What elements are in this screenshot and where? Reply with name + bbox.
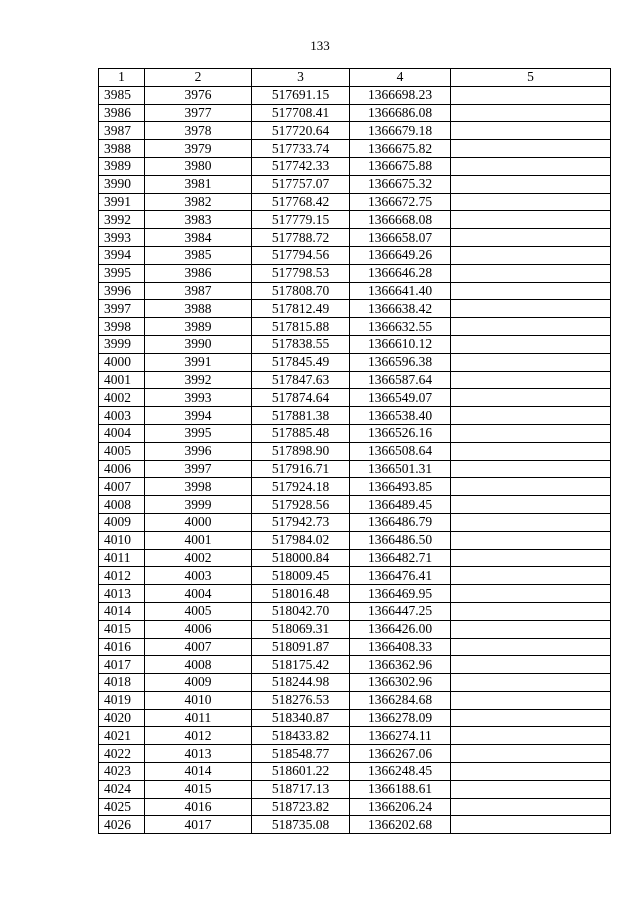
table-cell-col-4: 1366206.24 xyxy=(350,798,451,816)
table-cell-col-5 xyxy=(451,122,611,140)
table-cell-col-5 xyxy=(451,780,611,798)
table-cell-col-2: 4003 xyxy=(145,567,252,585)
table-row xyxy=(99,300,611,318)
table-cell-col-2: 3992 xyxy=(145,371,252,389)
table-cell-col-5 xyxy=(451,442,611,460)
table-cell-col-3: 517708.41 xyxy=(252,104,350,122)
table-cell-col-4: 1366638.42 xyxy=(350,300,451,318)
table-cell-col-2: 4010 xyxy=(145,691,252,709)
header-col-3: 3 xyxy=(252,69,350,87)
table-cell-col-5 xyxy=(451,371,611,389)
table-cell-col-5 xyxy=(451,549,611,567)
table-cell-col-4: 1366646.28 xyxy=(350,264,451,282)
table-cell-col-5 xyxy=(451,211,611,229)
table-cell-col-4: 1366447.25 xyxy=(350,602,451,620)
table-row xyxy=(99,389,611,407)
table-cell-col-5 xyxy=(451,585,611,603)
table-cell-col-3: 517720.64 xyxy=(252,122,350,140)
table-cell-col-3: 517812.49 xyxy=(252,300,350,318)
table-cell-col-2: 3982 xyxy=(145,193,252,211)
table-cell-col-2: 3976 xyxy=(145,86,252,104)
table-row xyxy=(99,816,611,834)
table-cell-col-4: 1366476.41 xyxy=(350,567,451,585)
table-cell-col-2: 3980 xyxy=(145,157,252,175)
table-cell-col-2: 4016 xyxy=(145,798,252,816)
table-cell-col-2: 3988 xyxy=(145,300,252,318)
table-cell-col-5 xyxy=(451,407,611,425)
table-cell-col-3: 517788.72 xyxy=(252,229,350,247)
table-cell-col-5 xyxy=(451,246,611,264)
table-cell-col-5 xyxy=(451,709,611,727)
table-cell-col-3: 517845.49 xyxy=(252,353,350,371)
table-cell-col-4: 1366284.68 xyxy=(350,691,451,709)
table-cell-col-4: 1366675.82 xyxy=(350,140,451,158)
table-header xyxy=(99,69,611,87)
table-cell-col-1: 4010 xyxy=(99,531,145,549)
table-cell-col-3: 517691.15 xyxy=(252,86,350,104)
table-row xyxy=(99,602,611,620)
table-row xyxy=(99,478,611,496)
table-cell-col-3: 517815.88 xyxy=(252,318,350,336)
table-cell-col-5 xyxy=(451,674,611,692)
table-cell-col-5 xyxy=(451,567,611,585)
table-cell-col-1: 4013 xyxy=(99,585,145,603)
table-row xyxy=(99,318,611,336)
table-cell-col-4: 1366632.55 xyxy=(350,318,451,336)
table-cell-col-4: 1366302.96 xyxy=(350,674,451,692)
table-cell-col-2: 4006 xyxy=(145,620,252,638)
table-cell-col-1: 3991 xyxy=(99,193,145,211)
table-row xyxy=(99,585,611,603)
table-cell-col-3: 518601.22 xyxy=(252,763,350,781)
table-cell-col-4: 1366672.75 xyxy=(350,193,451,211)
table-cell-col-1: 4006 xyxy=(99,460,145,478)
table-cell-col-3: 518433.82 xyxy=(252,727,350,745)
table-cell-col-1: 4015 xyxy=(99,620,145,638)
table-cell-col-1: 3995 xyxy=(99,264,145,282)
header-col-4: 4 xyxy=(350,69,451,87)
table-row xyxy=(99,780,611,798)
table-cell-col-1: 4018 xyxy=(99,674,145,692)
table-cell-col-3: 517916.71 xyxy=(252,460,350,478)
table-cell-col-3: 518042.70 xyxy=(252,602,350,620)
table-row xyxy=(99,638,611,656)
table-cell-col-4: 1366362.96 xyxy=(350,656,451,674)
table-row xyxy=(99,513,611,531)
table-cell-col-3: 518276.53 xyxy=(252,691,350,709)
table-cell-col-4: 1366686.08 xyxy=(350,104,451,122)
table-row xyxy=(99,496,611,514)
table-cell-col-3: 517798.53 xyxy=(252,264,350,282)
table-cell-col-5 xyxy=(451,798,611,816)
table-cell-col-1: 4000 xyxy=(99,353,145,371)
table-cell-col-5 xyxy=(451,620,611,638)
table-cell-col-4: 1366596.38 xyxy=(350,353,451,371)
table-cell-col-2: 3993 xyxy=(145,389,252,407)
table-cell-col-1: 4017 xyxy=(99,656,145,674)
table-row xyxy=(99,709,611,727)
table-cell-col-1: 4003 xyxy=(99,407,145,425)
table-cell-col-1: 3990 xyxy=(99,175,145,193)
coordinates-table xyxy=(98,68,611,834)
table-cell-col-4: 1366278.09 xyxy=(350,709,451,727)
table-cell-col-5 xyxy=(451,478,611,496)
header-col-2: 2 xyxy=(145,69,252,87)
table-row xyxy=(99,246,611,264)
table-cell-col-1: 3992 xyxy=(99,211,145,229)
table-cell-col-4: 1366658.07 xyxy=(350,229,451,247)
table-row xyxy=(99,567,611,585)
table-row xyxy=(99,264,611,282)
table-cell-col-3: 517885.48 xyxy=(252,424,350,442)
table-cell-col-2: 4012 xyxy=(145,727,252,745)
header-col-5: 5 xyxy=(451,69,611,87)
table-cell-col-3: 517881.38 xyxy=(252,407,350,425)
table-cell-col-1: 4009 xyxy=(99,513,145,531)
table-cell-col-4: 1366489.45 xyxy=(350,496,451,514)
table-cell-col-3: 517757.07 xyxy=(252,175,350,193)
table-cell-col-2: 3996 xyxy=(145,442,252,460)
table-cell-col-5 xyxy=(451,602,611,620)
table-cell-col-2: 3983 xyxy=(145,211,252,229)
table-cell-col-1: 3985 xyxy=(99,86,145,104)
table-cell-col-5 xyxy=(451,157,611,175)
table-cell-col-5 xyxy=(451,496,611,514)
table-cell-col-2: 3979 xyxy=(145,140,252,158)
table-cell-col-1: 4005 xyxy=(99,442,145,460)
table-cell-col-1: 4004 xyxy=(99,424,145,442)
table-row xyxy=(99,691,611,709)
table-cell-col-4: 1366641.40 xyxy=(350,282,451,300)
table-cell-col-3: 517779.15 xyxy=(252,211,350,229)
table-cell-col-1: 3988 xyxy=(99,140,145,158)
table-cell-col-4: 1366469.95 xyxy=(350,585,451,603)
table-cell-col-2: 4015 xyxy=(145,780,252,798)
table-cell-col-5 xyxy=(451,424,611,442)
table-cell-col-3: 518723.82 xyxy=(252,798,350,816)
table-row xyxy=(99,229,611,247)
table-row xyxy=(99,763,611,781)
header-row xyxy=(99,69,611,87)
table-cell-col-1: 3998 xyxy=(99,318,145,336)
table-cell-col-2: 3991 xyxy=(145,353,252,371)
table-cell-col-4: 1366248.45 xyxy=(350,763,451,781)
table-cell-col-4: 1366493.85 xyxy=(350,478,451,496)
page-number: 133 xyxy=(310,38,330,53)
table-cell-col-1: 4014 xyxy=(99,602,145,620)
table-cell-col-5 xyxy=(451,531,611,549)
table-cell-col-5 xyxy=(451,763,611,781)
table-cell-col-4: 1366526.16 xyxy=(350,424,451,442)
table-cell-col-5 xyxy=(451,86,611,104)
table-cell-col-2: 3985 xyxy=(145,246,252,264)
table-cell-col-2: 4004 xyxy=(145,585,252,603)
table-cell-col-5 xyxy=(451,264,611,282)
table-row xyxy=(99,193,611,211)
table-cell-col-1: 4008 xyxy=(99,496,145,514)
table-cell-col-2: 4009 xyxy=(145,674,252,692)
table-cell-col-2: 3981 xyxy=(145,175,252,193)
table-cell-col-1: 4020 xyxy=(99,709,145,727)
table-cell-col-4: 1366649.26 xyxy=(350,246,451,264)
table-row xyxy=(99,353,611,371)
table-cell-col-4: 1366267.06 xyxy=(350,745,451,763)
table-row xyxy=(99,211,611,229)
table-cell-col-3: 518244.98 xyxy=(252,674,350,692)
table-cell-col-1: 3994 xyxy=(99,246,145,264)
table-cell-col-4: 1366675.32 xyxy=(350,175,451,193)
table-cell-col-1: 4011 xyxy=(99,549,145,567)
table-cell-col-3: 518000.84 xyxy=(252,549,350,567)
table-cell-col-3: 518548.77 xyxy=(252,745,350,763)
table-row xyxy=(99,727,611,745)
table-cell-col-2: 4001 xyxy=(145,531,252,549)
table-row xyxy=(99,745,611,763)
table-cell-col-1: 3997 xyxy=(99,300,145,318)
table-cell-col-2: 4013 xyxy=(145,745,252,763)
table-row xyxy=(99,122,611,140)
table-cell-col-4: 1366538.40 xyxy=(350,407,451,425)
table-row xyxy=(99,460,611,478)
table-cell-col-3: 518091.87 xyxy=(252,638,350,656)
table-cell-col-3: 517733.74 xyxy=(252,140,350,158)
table-cell-col-5 xyxy=(451,691,611,709)
table-row xyxy=(99,620,611,638)
table-row xyxy=(99,798,611,816)
table-cell-col-3: 517898.90 xyxy=(252,442,350,460)
table-cell-col-2: 3989 xyxy=(145,318,252,336)
table-cell-col-3: 517768.42 xyxy=(252,193,350,211)
table-cell-col-1: 3986 xyxy=(99,104,145,122)
table-cell-col-4: 1366587.64 xyxy=(350,371,451,389)
table-cell-col-1: 3989 xyxy=(99,157,145,175)
table-row xyxy=(99,442,611,460)
table-cell-col-1: 4021 xyxy=(99,727,145,745)
table-cell-col-2: 3995 xyxy=(145,424,252,442)
table-cell-col-4: 1366698.23 xyxy=(350,86,451,104)
table-cell-col-3: 517742.33 xyxy=(252,157,350,175)
table-cell-col-5 xyxy=(451,300,611,318)
table-cell-col-2: 3990 xyxy=(145,335,252,353)
table-cell-col-2: 4000 xyxy=(145,513,252,531)
table-cell-col-4: 1366408.33 xyxy=(350,638,451,656)
table-cell-col-2: 4007 xyxy=(145,638,252,656)
table-cell-col-4: 1366426.00 xyxy=(350,620,451,638)
table-cell-col-3: 518069.31 xyxy=(252,620,350,638)
table-row xyxy=(99,175,611,193)
table-cell-col-4: 1366202.68 xyxy=(350,816,451,834)
table-cell-col-2: 3977 xyxy=(145,104,252,122)
table-cell-col-1: 4025 xyxy=(99,798,145,816)
table-cell-col-5 xyxy=(451,335,611,353)
table-cell-col-2: 4014 xyxy=(145,763,252,781)
table-cell-col-3: 517794.56 xyxy=(252,246,350,264)
table-cell-col-1: 3987 xyxy=(99,122,145,140)
table-cell-col-3: 518735.08 xyxy=(252,816,350,834)
table-cell-col-5 xyxy=(451,638,611,656)
table-cell-col-4: 1366486.79 xyxy=(350,513,451,531)
table-body xyxy=(99,86,611,833)
table-cell-col-3: 517924.18 xyxy=(252,478,350,496)
table-cell-col-5 xyxy=(451,656,611,674)
table-cell-col-3: 518340.87 xyxy=(252,709,350,727)
table-cell-col-3: 518016.48 xyxy=(252,585,350,603)
table-cell-col-3: 518009.45 xyxy=(252,567,350,585)
table-cell-col-2: 3984 xyxy=(145,229,252,247)
table-cell-col-2: 3997 xyxy=(145,460,252,478)
table-cell-col-5 xyxy=(451,353,611,371)
table-cell-col-2: 3994 xyxy=(145,407,252,425)
table-cell-col-3: 518175.42 xyxy=(252,656,350,674)
table-cell-col-2: 3978 xyxy=(145,122,252,140)
table-cell-col-1: 3999 xyxy=(99,335,145,353)
table-cell-col-2: 3986 xyxy=(145,264,252,282)
table-row xyxy=(99,424,611,442)
table-cell-col-2: 3987 xyxy=(145,282,252,300)
table-cell-col-5 xyxy=(451,745,611,763)
table-row xyxy=(99,104,611,122)
header-col-1: 1 xyxy=(99,69,145,87)
table-cell-col-5 xyxy=(451,193,611,211)
table-cell-col-5 xyxy=(451,318,611,336)
table-cell-col-1: 4016 xyxy=(99,638,145,656)
table-cell-col-2: 3999 xyxy=(145,496,252,514)
table-cell-col-1: 4023 xyxy=(99,763,145,781)
table-cell-col-1: 4019 xyxy=(99,691,145,709)
table-cell-col-4: 1366549.07 xyxy=(350,389,451,407)
table-row xyxy=(99,407,611,425)
table-cell-col-5 xyxy=(451,389,611,407)
table-cell-col-4: 1366274.11 xyxy=(350,727,451,745)
table-row xyxy=(99,531,611,549)
table-cell-col-4: 1366610.12 xyxy=(350,335,451,353)
table-cell-col-1: 4001 xyxy=(99,371,145,389)
table-cell-col-3: 517928.56 xyxy=(252,496,350,514)
table-cell-col-1: 4012 xyxy=(99,567,145,585)
table-cell-col-3: 517874.64 xyxy=(252,389,350,407)
table-cell-col-4: 1366482.71 xyxy=(350,549,451,567)
table-cell-col-4: 1366679.18 xyxy=(350,122,451,140)
table-cell-col-4: 1366508.64 xyxy=(350,442,451,460)
table-cell-col-5 xyxy=(451,175,611,193)
table-row xyxy=(99,656,611,674)
table-row xyxy=(99,157,611,175)
table-cell-col-5 xyxy=(451,140,611,158)
table-row xyxy=(99,282,611,300)
table-cell-col-1: 3993 xyxy=(99,229,145,247)
table-cell-col-3: 517942.73 xyxy=(252,513,350,531)
table-cell-col-5 xyxy=(451,229,611,247)
table-row xyxy=(99,335,611,353)
table-cell-col-1: 4024 xyxy=(99,780,145,798)
table-cell-col-5 xyxy=(451,727,611,745)
table-cell-col-1: 4002 xyxy=(99,389,145,407)
table-row xyxy=(99,140,611,158)
table-cell-col-3: 517984.02 xyxy=(252,531,350,549)
table-cell-col-1: 4026 xyxy=(99,816,145,834)
table-cell-col-5 xyxy=(451,282,611,300)
table-cell-col-2: 4008 xyxy=(145,656,252,674)
table-cell-col-4: 1366675.88 xyxy=(350,157,451,175)
table-cell-col-3: 517838.55 xyxy=(252,335,350,353)
table-cell-col-2: 3998 xyxy=(145,478,252,496)
table-cell-col-5 xyxy=(451,104,611,122)
table-cell-col-3: 517808.70 xyxy=(252,282,350,300)
table-cell-col-4: 1366501.31 xyxy=(350,460,451,478)
table-cell-col-3: 517847.63 xyxy=(252,371,350,389)
table-cell-col-5 xyxy=(451,460,611,478)
table-cell-col-5 xyxy=(451,816,611,834)
table-cell-col-2: 4017 xyxy=(145,816,252,834)
table-row xyxy=(99,371,611,389)
table-cell-col-1: 3996 xyxy=(99,282,145,300)
table-row xyxy=(99,674,611,692)
table-cell-col-4: 1366188.61 xyxy=(350,780,451,798)
table-cell-col-2: 4005 xyxy=(145,602,252,620)
table-cell-col-4: 1366668.08 xyxy=(350,211,451,229)
table-cell-col-1: 4007 xyxy=(99,478,145,496)
table-cell-col-2: 4002 xyxy=(145,549,252,567)
table-cell-col-3: 518717.13 xyxy=(252,780,350,798)
table-cell-col-2: 4011 xyxy=(145,709,252,727)
table-row xyxy=(99,549,611,567)
table-cell-col-1: 4022 xyxy=(99,745,145,763)
table-row xyxy=(99,86,611,104)
table-cell-col-4: 1366486.50 xyxy=(350,531,451,549)
table-cell-col-5 xyxy=(451,513,611,531)
